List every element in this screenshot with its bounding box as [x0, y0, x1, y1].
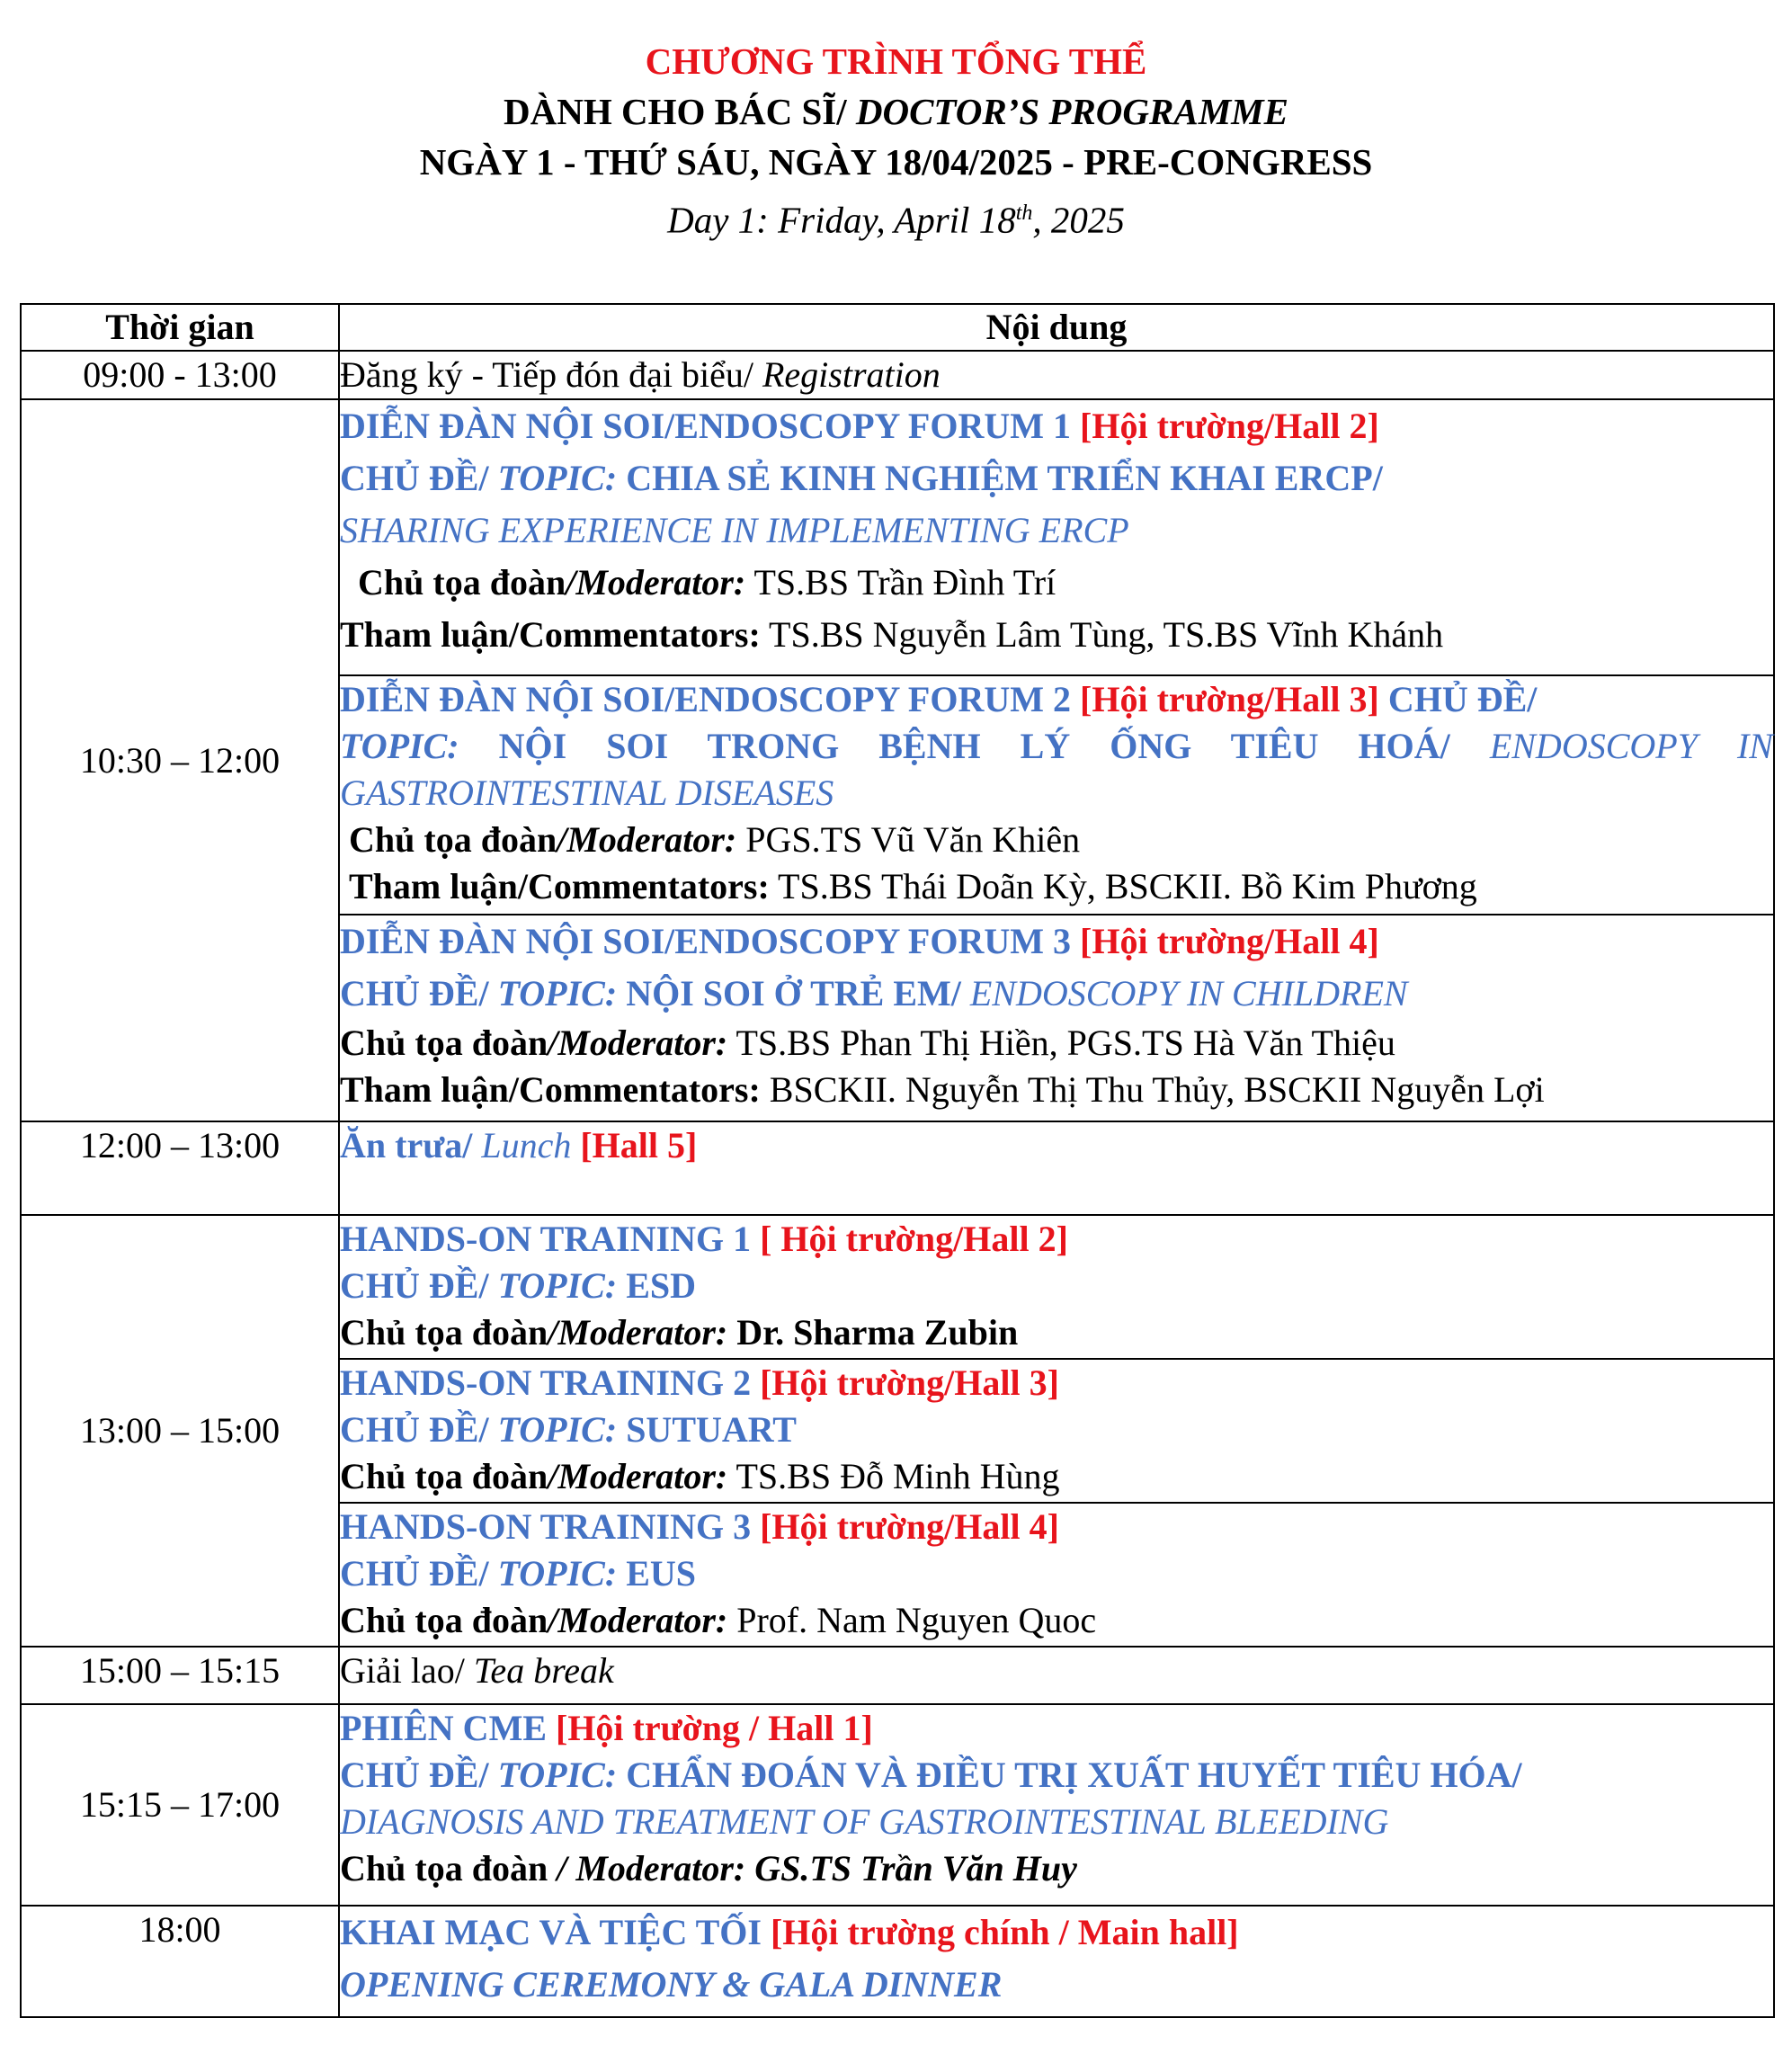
forum-3-commentators: Tham luận/Commentators: BSCKII. Nguyễn Thị Thu Thủy, BSCKII Nguyễn Lợi — [340, 1069, 1545, 1110]
forum-2-topic: TOPIC: NỘI SOI TRONG BỆNH LÝ ỐNG TIÊU HOÁ/ ENDOSCOPY IN — [340, 726, 1773, 766]
programme-table — [20, 303, 1775, 2018]
hands-on-2-moderator: Chủ tọa đoàn/Moderator: TS.BS Đỗ Minh Hùng — [340, 1456, 1060, 1496]
hands-on-3-topic: CHỦ ĐỀ/ TOPIC: EUS — [340, 1553, 696, 1594]
tea-break-cell — [339, 1647, 1774, 1704]
header-date-en: Day 1: Friday, April 18th, 2025 — [667, 199, 1125, 241]
cme-topic: CHỦ ĐỀ/ TOPIC: CHẨN ĐOÁN VÀ ĐIỀU TRỊ XUẤT HUYẾT TIÊU HÓA/ — [340, 1755, 1522, 1795]
content-cell — [339, 351, 1774, 399]
lunch-text: Ăn trưa/ Lunch [Hall 5] — [340, 1125, 698, 1165]
table-row — [21, 1121, 1774, 1215]
hands-on-2-cell — [339, 1359, 1774, 1503]
hands-on-3-cell — [339, 1503, 1774, 1647]
hands-on-3-title: HANDS-ON TRAINING 3 [Hội trường/Hall 4] — [340, 1506, 1059, 1547]
column-header-content: Nội dung — [339, 304, 1774, 351]
cme-title: PHIÊN CME [Hội trường / Hall 1] — [340, 1708, 873, 1748]
forum-2-topic-en: GASTROINTESTINAL DISEASES — [340, 772, 834, 813]
cme-moderator: Chủ tọa đoàn / Moderator: GS.TS Trần Văn Huy — [340, 1848, 1077, 1889]
cme-topic-en: DIAGNOSIS AND TREATMENT OF GASTROINTESTINAL BLEEDING — [340, 1801, 1389, 1842]
registration-text: Đăng ký - Tiếp đón đại biểu/ Registration — [340, 354, 941, 395]
table-row — [21, 351, 1774, 399]
forum-1-topic-en: SHARING EXPERIENCE IN IMPLEMENTING ERCP — [340, 510, 1129, 550]
opening-title: KHAI MẠC VÀ TIỆC TỐI [Hội trường chính / Main hall] — [340, 1912, 1239, 1952]
hands-on-1-topic: CHỦ ĐỀ/ TOPIC: ESD — [340, 1265, 696, 1306]
time-cell: 18:00 — [21, 1906, 339, 2017]
lunch-cell — [339, 1121, 1774, 1215]
forum-3-moderator: Chủ tọa đoàn/Moderator: TS.BS Phan Thị Hiền, PGS.TS Hà Văn Thiệu — [340, 1023, 1395, 1063]
forum-2-commentators: Tham luận/Commentators: TS.BS Thái Doãn Kỳ, BSCKII. Bồ Kim Phương — [349, 866, 1477, 906]
forum-1-moderator: Chủ tọa đoàn/Moderator: TS.BS Trần Đình Trí — [358, 562, 1056, 603]
header-date-vi: NGÀY 1 - THỨ SÁU, NGÀY 18/04/2025 - PRE-CONGRESS — [419, 141, 1373, 183]
tea-break-text: Giải lao/ Tea break — [340, 1650, 614, 1691]
forum-1-topic: CHỦ ĐỀ/ TOPIC: CHIA SẺ KINH NGHIỆM TRIỂN KHAI ERCP/ — [340, 458, 1383, 498]
table-header-row — [21, 304, 1774, 351]
opening-subtitle: OPENING CEREMONY & GALA DINNER — [340, 1964, 1003, 2005]
cme-cell — [339, 1704, 1774, 1906]
time-cell: 15:15 – 17:00 — [21, 1704, 339, 1906]
opening-cell — [339, 1906, 1774, 2017]
column-header-time: Thời gian — [21, 304, 339, 351]
time-cell: 09:00 - 13:00 — [21, 351, 339, 399]
forum-1-commentators: Tham luận/Commentators: TS.BS Nguyễn Lâm Tùng, TS.BS Vĩnh Khánh — [340, 614, 1444, 655]
header-audience: DÀNH CHO BÁC SĨ/ DOCTOR’S PROGRAMME — [504, 91, 1288, 132]
time-cell: 13:00 – 15:00 — [21, 1215, 339, 1647]
time-cell: 12:00 – 13:00 — [21, 1121, 339, 1215]
forum-1-cell — [339, 399, 1774, 675]
hands-on-2-topic: CHỦ ĐỀ/ TOPIC: SUTUART — [340, 1409, 797, 1450]
table-row — [21, 399, 1774, 675]
table-row — [21, 1215, 1774, 1359]
table-row — [21, 1647, 1774, 1704]
hands-on-1-title: HANDS-ON TRAINING 1 [ Hội trường/Hall 2] — [340, 1219, 1068, 1259]
forum-2-title: DIỄN ĐÀN NỘI SOI/ENDOSCOPY FORUM 2 [Hội trường/Hall 3] CHỦ ĐỀ/ — [340, 679, 1538, 719]
time-cell: 10:30 – 12:00 — [21, 399, 339, 1121]
table-row — [21, 1906, 1774, 2017]
time-cell: 15:00 – 15:15 — [21, 1647, 339, 1704]
hands-on-1-cell — [339, 1215, 1774, 1359]
forum-2-moderator: Chủ tọa đoàn/Moderator: PGS.TS Vũ Văn Khiên — [349, 819, 1081, 860]
forum-3-cell — [339, 915, 1774, 1121]
hands-on-3-moderator: Chủ tọa đoàn/Moderator: Prof. Nam Nguyen Quoc — [340, 1600, 1097, 1640]
forum-2-cell — [339, 675, 1774, 915]
forum-3-topic: CHỦ ĐỀ/ TOPIC: NỘI SOI Ở TRẺ EM/ ENDOSCOPY IN CHILDREN — [340, 973, 1408, 1014]
document-header — [0, 36, 1792, 246]
hands-on-2-title: HANDS-ON TRAINING 2 [Hội trường/Hall 3] — [340, 1362, 1059, 1403]
header-title: CHƯƠNG TRÌNH TỔNG THỂ — [645, 40, 1147, 82]
table-row — [21, 1704, 1774, 1906]
forum-3-title: DIỄN ĐÀN NỘI SOI/ENDOSCOPY FORUM 3 [Hội trường/Hall 4] — [340, 921, 1379, 961]
forum-1-title: DIỄN ĐÀN NỘI SOI/ENDOSCOPY FORUM 1 [Hội trường/Hall 2] — [340, 406, 1379, 446]
hands-on-1-moderator: Chủ tọa đoàn/Moderator: Dr. Sharma Zubin — [340, 1312, 1019, 1353]
